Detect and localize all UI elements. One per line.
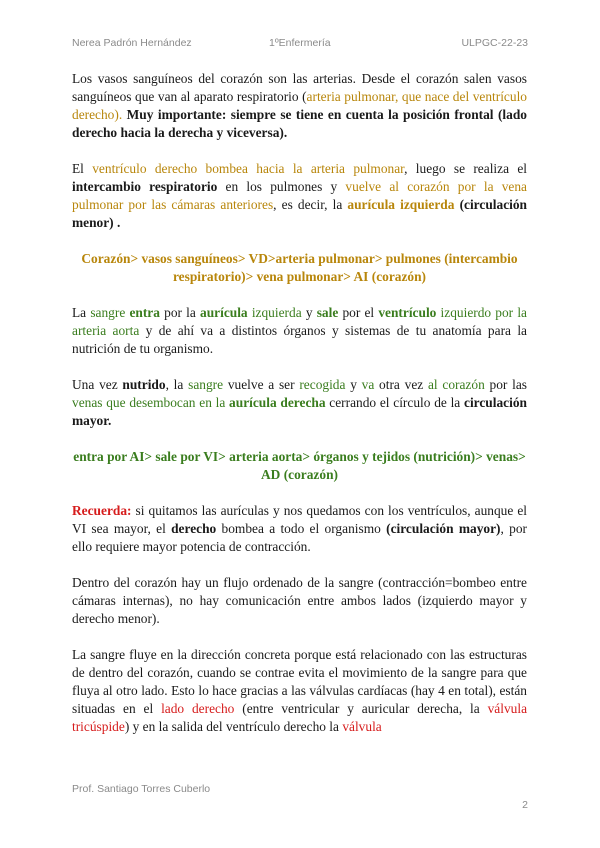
text-run: al corazón — [427, 377, 485, 392]
text-run: aurícula izquierda — [347, 197, 455, 212]
text-run: sangre — [90, 305, 126, 320]
text-run: (circulación mayor) — [386, 521, 501, 536]
text-run: , es decir, la — [273, 197, 348, 212]
summary-circulacion-mayor — [72, 448, 527, 484]
text-run: lado derecho — [161, 701, 235, 716]
text-run: El — [72, 161, 93, 176]
text-run: izquierda — [247, 305, 302, 320]
text-run: izquierdo por la arteria aorta — [72, 305, 527, 338]
text-run: recogida — [299, 377, 346, 392]
text-run: Una vez — [72, 377, 123, 392]
paragraph-circulacion-menor — [72, 160, 527, 232]
paragraph-valvulas — [72, 646, 527, 736]
text-run: La sangre fluye en la dirección concreta porque está relacionado con las estructuras de dentro del corazón, cuando se contrae evita el movimiento de la sangre para que fluya al otro lado. Esto lo hace gracias a las válvulas cardíacas (hay 4 en total), están situadas en el — [72, 647, 527, 716]
text-run: bombea a todo el organismo — [216, 521, 387, 536]
page-number: 2 — [522, 799, 528, 811]
text-run: , la — [165, 377, 189, 392]
text-run: nutrido — [122, 377, 166, 392]
text-run: por las — [484, 377, 527, 392]
summary-text: Corazón> vasos sanguíneos> VD>arteria pulmonar> pulmones (intercambio respiratorio)> vena pulmonar> AI (corazón) — [81, 251, 518, 284]
text-run: ventrículo derecho bombea hacia la arteria pulmonar — [92, 161, 405, 176]
header-author: Nerea Padrón Hernández — [72, 37, 192, 49]
summary-text: entra por AI> sale por VI> arteria aorta> órganos y tejidos (nutrición)> venas> AD (corazón) — [73, 449, 526, 482]
paragraph-arterias — [72, 70, 527, 142]
summary-circulacion-menor — [72, 250, 527, 286]
text-run: ) y en la salida del ventrículo derecho la — [124, 719, 343, 734]
text-run: válvula — [342, 719, 382, 734]
text-run: ventrículo — [378, 305, 437, 320]
text-run: , luego se realiza el — [404, 161, 528, 176]
text-run: sangre — [188, 377, 224, 392]
text-run: en los pulmones y — [217, 179, 346, 194]
page-footer: Prof. Santiago Torres Cuberlo — [72, 783, 211, 795]
text-run: cerrando el círculo de la — [325, 395, 464, 410]
text-run: , por ello requiere mayor potencia de contracción. — [72, 521, 527, 554]
text-run: aurícula derecha — [229, 395, 326, 410]
text-run: venas que desembocan en la — [72, 395, 230, 410]
header-code: ULPGC-22-23 — [461, 37, 528, 49]
header-course: 1ºEnfermería — [269, 37, 331, 49]
text-run: por el — [338, 305, 379, 320]
text-run: si quitamos las aurículas y nos quedamos con los ventrículos, aunque el VI sea mayor, el — [72, 503, 527, 536]
paragraph-aurícula-izquierda — [72, 304, 527, 358]
text-run: Muy importante: siempre se tiene en cuenta la posición frontal (lado derecho hacia la derecha y viceversa). — [72, 107, 527, 140]
text-run: circulación mayor. — [72, 395, 527, 428]
text-run: intercambio respiratorio — [72, 179, 218, 194]
text-run: arteria pulmonar, que nace del ventrículo derecho). — [72, 89, 527, 122]
text-run: entra — [129, 305, 160, 320]
text-run: Dentro del corazón hay un flujo ordenado de la sangre (contracción=bombeo entre cámaras internas), no hay comunicación entre ambos lados (izquierdo mayor y derecho menor). — [72, 575, 527, 626]
text-run: La — [72, 305, 91, 320]
paragraph-circulacion-mayor — [72, 376, 527, 430]
text-run: y de ahí va a distintos órganos y sistemas de tu anatomía para la nutrición de tu organismo. — [72, 323, 527, 356]
text-run: otra vez — [374, 377, 428, 392]
text-run: Los vasos sanguíneos del corazón son las arterias. Desde el corazón salen vasos sanguíneos que van al aparato respiratorio ( — [72, 71, 527, 104]
text-run: Recuerda: — [72, 503, 132, 518]
text-run: sale — [316, 305, 339, 320]
text-run: derecho — [171, 521, 217, 536]
text-run: (circulación menor) . — [72, 197, 527, 230]
paragraph-flujo — [72, 574, 527, 628]
text-run: aurícula — [200, 305, 248, 320]
document-body — [72, 70, 527, 736]
text-run: y — [345, 377, 362, 392]
text-run: por la — [159, 305, 201, 320]
text-run: vuelve al corazón por la vena pulmonar por las cámaras anteriores — [72, 179, 528, 212]
text-run: vuelve a ser — [223, 377, 300, 392]
paragraph-recuerda — [72, 502, 527, 556]
text-run: (entre ventricular y auricular derecha, la — [234, 701, 488, 716]
page-header — [72, 37, 528, 51]
text-run: y — [301, 305, 317, 320]
text-run: va — [361, 377, 375, 392]
text-run: válvula tricúspide — [72, 701, 528, 734]
